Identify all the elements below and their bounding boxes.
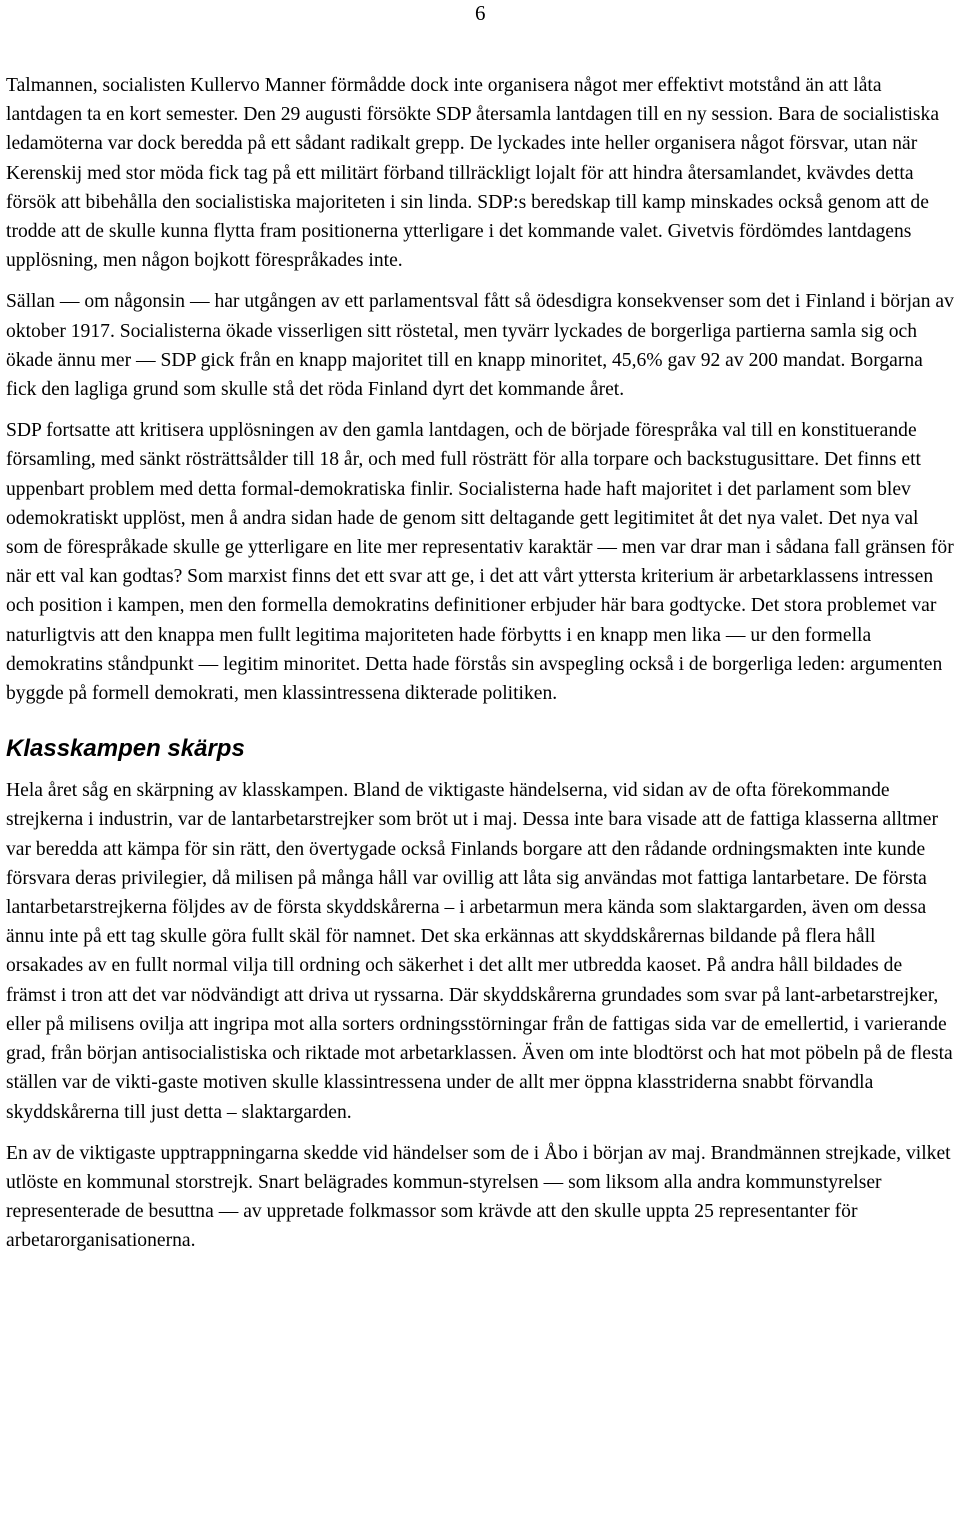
document-body xyxy=(6,71,956,1268)
paragraph-constituent-assembly: SDP fortsatte att kritisera upplösningen av den gamla lantdagen, och de började förespråka val till en konstituerande församling, med sänkt rösträttsålder till 18 år, och med full rösträtt för alla torpare och backstugusittare. Det finns ett uppenbart problem med detta formal-demokratiska finlir. Socialisterna hade haft majoritet i det parlament som blev odemokratiskt upplöst, men å andra sidan hade de genom sitt deltagande gett legitimitet åt det nya valet. Det nya val som de förespråkade skulle ge ytterligare en lite mer representativ karaktär — men var drar man i sådana fall gränsen för när ett val kan godtas? Som marxist finns det ett svar att ge, i det att vårt yttersta kriterium är arbetarklassens intressen och position i kampen, men den formella demokratins definitioner erbjuder här bara godtycke. Det stora problemet var naturligtvis att den knappa men fullt legitima majoriteten hade förbytts i en knapp men lika — ur den formella demokratins ståndpunkt — legitim minoritet. Detta hade förstås sin avspegling också i de borgerliga leden: argumenten byggde på formell demokrati, men klassintressena dikterade politiken. xyxy=(6,420,954,705)
page-number: 6 xyxy=(475,1,486,25)
paragraph-abo-strike: En av de viktigaste upptrappningarna skedde vid händelser som de i Åbo i början av maj. Brandmännen strejkade, vilket utlöste en kommunal storstrejk. Snart belägrades kommun-styrelsen — som liksom alla andra kommunstyrelser representerade de besuttna — av uppretade folkmassor som krävde att den skulle uppta 25 representanter för arbetarorganisationerna. xyxy=(6,1142,951,1252)
section-heading: Klasskampen skärps xyxy=(6,735,245,763)
paragraph-parliament-recess: Talmannen, socialisten Kullervo Manner förmådde dock inte organisera något mer effektivt motstånd än att låta lantdagen ta en kort semester. Den 29 augusti försökte SDP återsamla lantdagen till en ny session. Bara de socialistiska ledamöterna var dock beredda på ett sådant radikalt grepp. De lyckades inte heller organisera något försvar, utan när Kerenskij med stor möda fick tag på ett militärt förband tillräckligt lojalt för att hindra återsamlandet, kvävdes detta försök att bibehålla den socialistiska majoriteten i sin linda. SDP:s beredskap till kamp minskades också genom att de trodde att de skulle kunna flytta fram positionerna ytterligare i det kommande valet. Givetvis fördömdes lantdagens upplösning, men någon bojkott förespråkades inte. xyxy=(6,75,940,272)
paragraph-election-1917: Sällan — om någonsin — har utgången av ett parlamentsval fått så ödesdigra konsekvenser som det i Finland i början av oktober 1917. Socialisterna ökade visserligen sitt röstetal, men tyvärr lyckades de borgerliga partierna samla sig och ökade ännu mer — SDP gick från en knapp majoritet till en knapp minoritet, 45,6% gav 92 av 200 mandat. Borgarna fick den lagliga grund som skulle stå det röda Finland dyrt det kommande året. xyxy=(6,291,954,401)
paragraph-class-struggle: Hela året såg en skärpning av klasskampen. Bland de viktigaste händelserna, vid sidan av de ofta förekommande strejkerna i industrin, var de lantarbetarstrejker som bröt ut i maj. Dessa inte bara visade att de fattiga klasserna alltmer var beredda att kämpa för sin rätt, den övertygade också Finlands borgare att den rådande ordningsmakten inte kunde försvara deras privilegier, då milisen på många håll var ovillig att låta sig användas mot fattiga lantarbetare. De första lantarbetarstrejkerna följdes av de första skyddskårerna – i arbetarmun mera kända som slaktargarden, även om dessa ännu inte på ett tag skulle göra fullt skäl för namnet. Det ska erkännas att skyddskårernas bildande på flera håll orsakades av en fullt normal vilja till ordning och säkerhet i det allt mer utbredda kaoset. På andra håll bildades de främst i tron att det var nödvändigt att driva ut ryssarna. Där skyddskårerna grundades som svar på lant-arbetarstrejker, eller på milisens ovilja att ingripa mot alla sorters ordningsstörningar från de fattigas sida var de emellertid, i varierande grad, från början antisocialistiska och riktade mot arbetarklassen. Även om inte blodtörst och hat mot pöbeln på de flesta ställen var de vikti-gaste motiven skulle klassintressena under de allt mer öppna klasstriderna snabbt förvandla skyddskårerna till just detta – slaktargarden. xyxy=(6,780,953,1123)
